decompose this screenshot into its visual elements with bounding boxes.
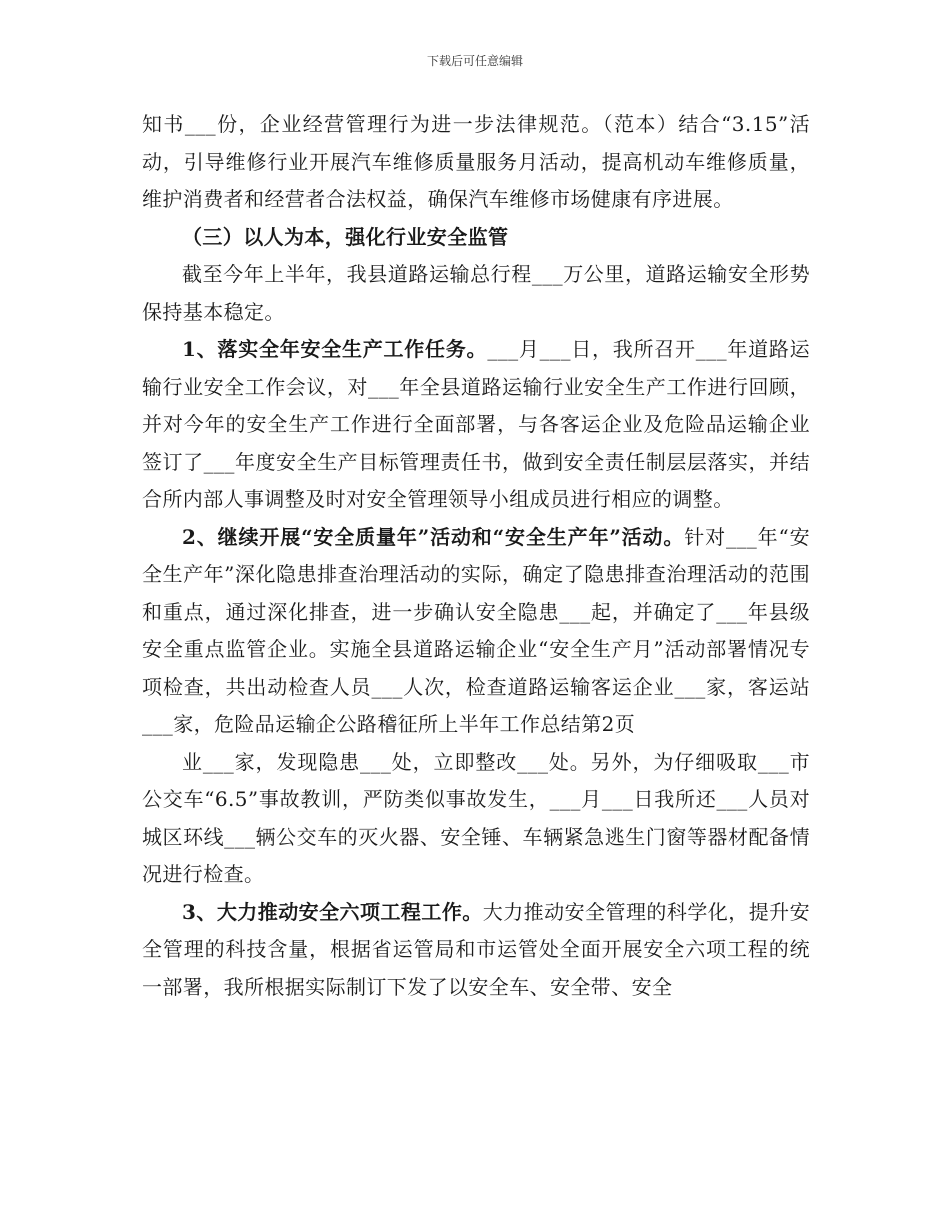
paragraph-item-3: [142, 894, 810, 1007]
item-2-text: 针对___年“安全生产年”深化隐患排查治理活动的实际，确定了隐患排查治理活动的范围和重点，通过深化排查，进一步确认安全隐患___起，并确定了___年县级安全重点监管企业。实施全县道路运输企业“安全生产月”活动部署情况专项检查，共出动检查人员___人次，检查道路运输客运企业___家，客运站___家，危险品运输企公路稽征所上半年工作总结第2页: [142, 524, 810, 736]
section-heading: （三）以人为本，强化行业安全监管: [182, 224, 509, 249]
paragraph-item-2: [142, 519, 810, 744]
item-2-heading: 2、继续开展“安全质量年”活动和“安全生产年”活动。: [182, 524, 685, 549]
paragraph-summary: 截至今年上半年，我县道路运输总行程___万公里，道路运输安全形势保持基本稳定。: [142, 262, 810, 324]
item-3-text: 大力推动安全管理的科学化，提升安全管理的科技含量，根据省运管局和市运管处全面开展安全六项工程的统一部署，我所根据实际制订下发了以安全车、安全带、安全: [142, 899, 811, 999]
item-1-heading: 1、落实全年安全生产工作任务。: [182, 337, 488, 361]
item-3-heading: 3、大力推动安全六项工程工作。: [182, 899, 483, 924]
paragraph-continuation: 知书___份，企业经营管理行为进一步法律规范。（范本）结合“3.15”活动，引导维修行业开展汽车维修质量服务月活动，提高机动车维修质量，维护消费者和经营者合法权益，确保汽车维修市场健康有序进展。: [142, 112, 810, 211]
paragraph-item-2-continued: 业___家，发现隐患___处，立即整改___处。另外，为仔细吸取___市公交车“6.5”事故教训，严防类似事故发生，___月___日我所还___人员对城区环线___辆公交车的灭火器、安全锤、车辆紧急逃生门窗等器材配备情况进行检查。: [142, 749, 810, 886]
document-body: [142, 106, 810, 1006]
item-1-text: ___月___日，我所召开___年道路运输行业安全工作会议，对___年全县道路运输行业安全生产工作进行回顾，并对今年的安全生产工作进行全面部署，与各客运企业及危险品运输企业签订了___年度安全生产目标管理责任书，做到安全责任制层层落实，并结合所内部人事调整及时对安全管理领导小组成员进行相应的调整。: [142, 337, 811, 511]
page-header: 下载后可任意编辑: [426, 54, 523, 68]
paragraph-item-1: [142, 331, 810, 519]
